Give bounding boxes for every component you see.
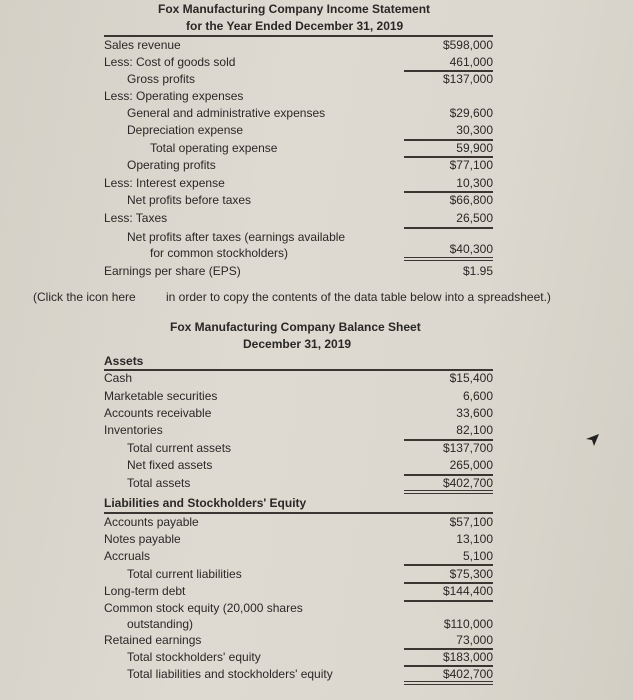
row-value: 33,600	[456, 406, 493, 420]
row-label: Sales revenue	[104, 38, 181, 52]
row-label: Gross profits	[127, 72, 196, 86]
row-value: $75,300	[449, 567, 493, 581]
row-label: Less: Interest expense	[104, 176, 225, 190]
row-label: Depreciation expense	[127, 123, 244, 137]
balance-sheet-title: Fox Manufacturing Company Balance Sheet	[170, 320, 421, 334]
copy-note-suffix: in order to copy the contents of the data table below into a spreadsheet.)	[166, 290, 551, 304]
row-label: Net profits before taxes	[127, 193, 252, 207]
row-value: $144,400	[442, 584, 493, 598]
row-label: Total operating expense	[150, 141, 278, 155]
divider	[104, 369, 493, 371]
row-value: $29,600	[449, 106, 493, 120]
row-label: Long-term debt	[104, 584, 186, 598]
row-label: Total stockholders' equity	[127, 650, 261, 664]
row-label: Total assets	[127, 476, 191, 490]
row-label-cont: for common stockholders)	[150, 246, 289, 260]
row-label: Inventories	[104, 423, 163, 437]
row-label: Operating profits	[127, 158, 216, 172]
row-value: 73,000	[456, 633, 493, 647]
row-label: Net fixed assets	[127, 458, 213, 472]
liabilities-heading: Liabilities and Stockholders' Equity	[104, 496, 307, 510]
row-label: Less: Cost of goods sold	[104, 55, 236, 69]
row-value: 30,300	[456, 123, 493, 137]
income-statement-title: Fox Manufacturing Company Income Statement	[158, 2, 431, 16]
copy-note-prefix: (Click the icon here	[33, 290, 136, 304]
row-value: $137,000	[442, 72, 493, 86]
row-value: 13,100	[456, 532, 493, 546]
divider	[104, 35, 493, 37]
income-statement-subtitle: for the Year Ended December 31, 2019	[186, 19, 404, 33]
row-value: 265,000	[449, 458, 493, 472]
row-value: 461,000	[449, 55, 493, 69]
double-divider	[404, 490, 493, 494]
row-value: $110,000	[443, 617, 493, 631]
row-value: 82,100	[456, 423, 493, 437]
row-value: 5,100	[462, 549, 493, 563]
row-label: Total liabilities and stockholders' equity	[127, 667, 333, 681]
row-value: $66,800	[449, 193, 493, 207]
row-label: Notes payable	[104, 532, 181, 546]
row-value: $1.95	[462, 264, 493, 278]
row-value: $40,300	[449, 242, 493, 256]
row-label: Less: Operating expenses	[104, 89, 244, 103]
row-label-cont: outstanding)	[127, 617, 194, 631]
row-label: Retained earnings	[104, 633, 202, 647]
row-value: 26,500	[456, 211, 493, 225]
row-value: $598,000	[442, 38, 493, 52]
row-value: $402,700	[442, 476, 493, 490]
row-label: Accounts payable	[104, 515, 199, 529]
row-label: Cash	[104, 371, 133, 385]
row-value: $137,700	[442, 441, 493, 455]
row-label: Marketable securities	[104, 389, 218, 403]
row-value: $57,100	[449, 515, 493, 529]
divider	[404, 227, 493, 229]
row-label: Less: Taxes	[104, 211, 168, 225]
balance-sheet-subtitle: December 31, 2019	[243, 337, 352, 351]
row-label: General and administrative expenses	[127, 106, 326, 120]
row-label: Accruals	[104, 549, 151, 563]
mouse-cursor-icon	[584, 432, 600, 451]
double-divider	[404, 257, 493, 261]
row-label: Total current assets	[127, 441, 232, 455]
row-value: 6,600	[462, 389, 493, 403]
row-label: Common stock equity (20,000 shares	[104, 601, 303, 615]
assets-heading: Assets	[104, 354, 144, 368]
row-value: $77,100	[449, 158, 493, 172]
row-value: $15,400	[449, 371, 493, 385]
row-value: 59,900	[456, 141, 493, 155]
row-label: Net profits after taxes (earnings available	[127, 230, 346, 244]
row-value: $402,700	[442, 667, 493, 681]
row-label: Total current liabilities	[127, 567, 242, 581]
row-value: $183,000	[442, 650, 493, 664]
double-divider	[404, 681, 493, 685]
divider	[404, 564, 493, 566]
row-value: 10,300	[456, 176, 493, 190]
divider	[104, 512, 493, 514]
row-label: Accounts receivable	[104, 406, 212, 420]
row-label: Earnings per share (EPS)	[104, 264, 241, 278]
divider	[404, 600, 493, 602]
